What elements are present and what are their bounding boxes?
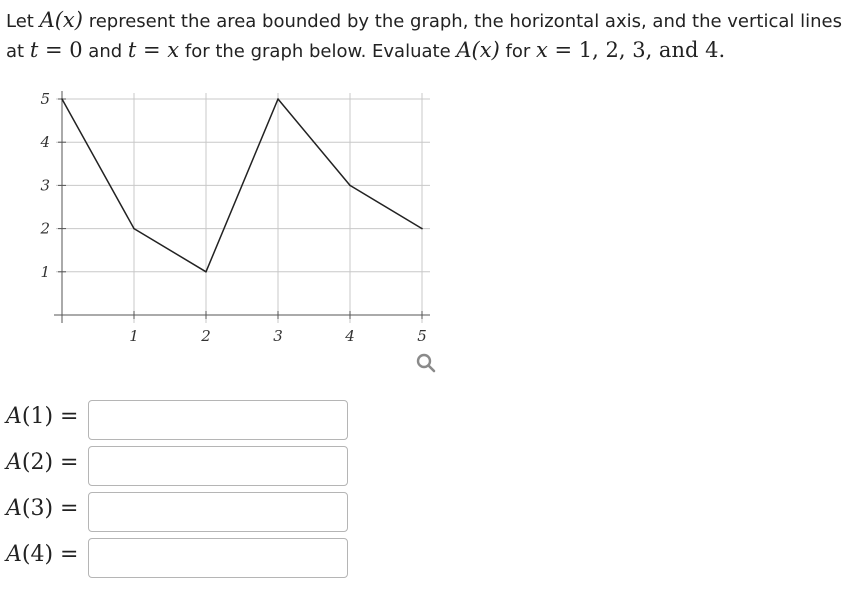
answer-label — [6, 450, 84, 475]
answer-input-a2[interactable] — [88, 446, 348, 486]
function-argument: (2) — [21, 450, 54, 475]
math-expression: = x — [136, 38, 180, 62]
function-name: A — [6, 450, 22, 475]
y-tick-label: 3 — [40, 176, 50, 195]
function-argument: (3) — [21, 496, 54, 521]
data-point — [421, 228, 423, 230]
function-name: A — [6, 496, 22, 521]
data-point — [133, 228, 135, 230]
equals-sign: = — [53, 542, 79, 567]
math-area-function: A(x) — [456, 38, 500, 62]
grid-lines — [56, 93, 430, 323]
answer-label — [6, 496, 84, 521]
math-variable: x — [536, 38, 548, 62]
function-name: A — [6, 404, 22, 429]
equals-sign: = — [53, 450, 79, 475]
data-point — [205, 271, 207, 273]
question-text — [6, 6, 844, 66]
equals-sign: = — [53, 404, 79, 429]
function-name: A — [6, 542, 22, 567]
answer-input-a3[interactable] — [88, 492, 348, 532]
question-fragment: and — [82, 41, 128, 62]
question-fragment: Let — [6, 11, 40, 32]
x-tick-label: 1 — [129, 327, 139, 345]
answer-input-a4[interactable] — [88, 538, 348, 578]
answer-row-4 — [6, 538, 366, 580]
answer-row-2 — [6, 446, 366, 488]
function-graph — [0, 85, 445, 385]
math-variable: t — [29, 38, 39, 62]
data-point — [277, 98, 279, 100]
x-tick-label: 3 — [273, 327, 283, 345]
y-tick-label: 5 — [40, 90, 50, 108]
question-fragment: for the graph below. Evaluate — [179, 41, 457, 62]
math-variable: t — [127, 38, 137, 62]
answer-label — [6, 404, 84, 429]
magnifier-icon[interactable] — [418, 355, 434, 371]
answer-label — [6, 542, 84, 567]
question-fragment: represent the area bounded by the graph, the horizontal axis, and the vertical lines at — [6, 11, 842, 62]
math-expression: = 0 — [38, 38, 83, 62]
math-area-function: A(x) — [39, 8, 83, 32]
tick-labels — [39, 90, 426, 345]
x-tick-label: 5 — [417, 327, 427, 345]
y-tick-label: 1 — [40, 262, 50, 281]
function-argument: (4) — [21, 542, 54, 567]
x-tick-label: 2 — [201, 327, 211, 345]
x-tick-label: 4 — [345, 327, 355, 345]
math-expression: = 1, 2, 3, and 4. — [547, 38, 726, 62]
answer-input-a1[interactable] — [88, 400, 348, 440]
data-point — [61, 98, 63, 100]
question-fragment: for — [499, 41, 536, 62]
function-argument: (1) — [21, 404, 54, 429]
y-tick-label: 4 — [40, 133, 50, 152]
answer-row-1 — [6, 400, 366, 442]
equals-sign: = — [53, 496, 79, 521]
y-tick-label: 2 — [40, 219, 50, 238]
data-point — [349, 185, 351, 187]
answer-row-3 — [6, 492, 366, 534]
axes — [54, 91, 430, 323]
